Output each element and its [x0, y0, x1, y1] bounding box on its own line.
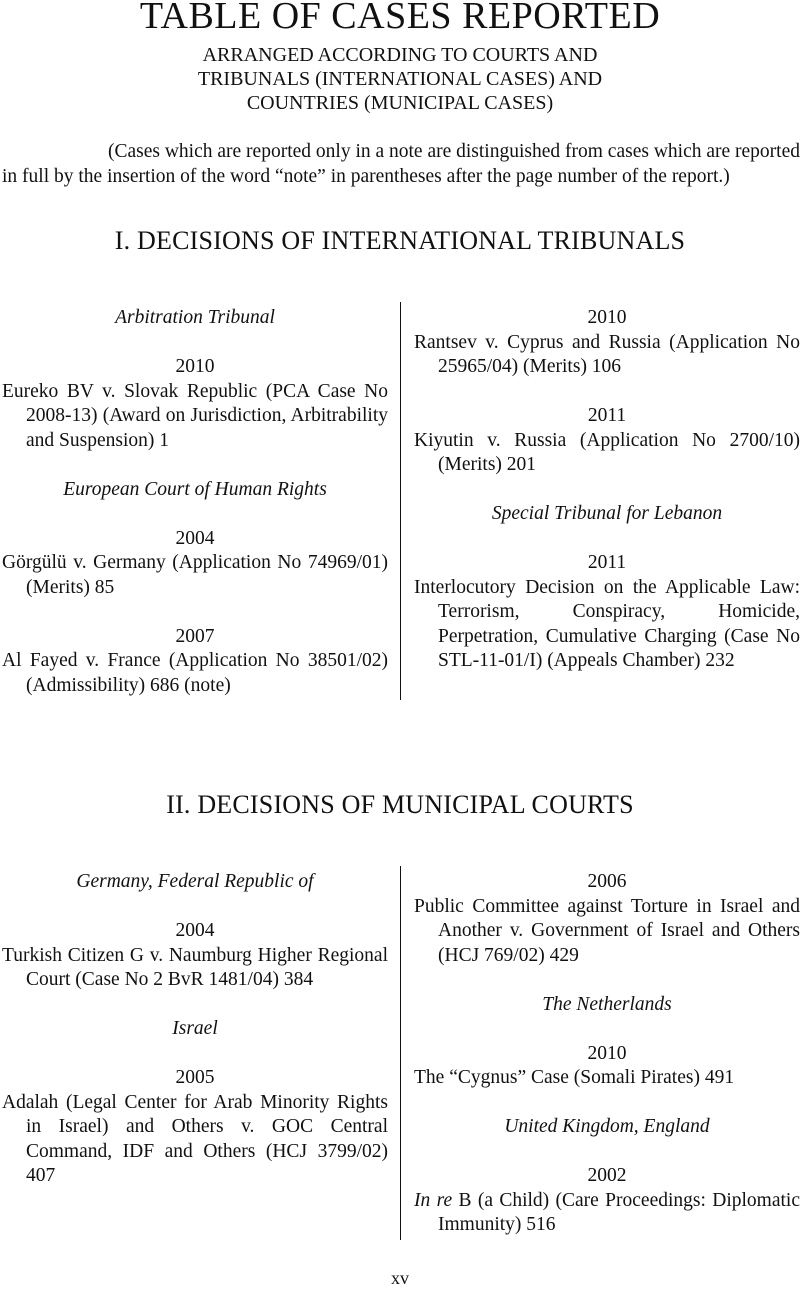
year-heading: 2007: [175, 625, 215, 647]
court-name: Israel: [172, 1018, 218, 1039]
column-divider: [400, 866, 401, 1240]
case-entry: Interlocutory Decision on the Applicable Law: Terrorism, Conspiracy, Homicide, Perpetration, Cumulative Charging (Case No STL-11-01/I) (Appeals Chamber) 232: [414, 576, 800, 671]
year-heading: 2011: [587, 405, 627, 426]
subtitle-line: ARRANGED ACCORDING TO COURTS AND: [202, 44, 598, 66]
page-title: TABLE OF CASES REPORTED: [139, 0, 661, 37]
case-entry: The “Cygnus” Case (Somali Pirates) 491: [414, 1067, 735, 1088]
court-name: The Netherlands: [542, 993, 672, 1015]
case-entry: Al Fayed v. France (Application No 38501/02) (Admissibility) 686 (note): [2, 650, 388, 696]
case-entry: Rantsev v. Cyprus and Russia (Application No 25965/04) (Merits) 106: [414, 331, 800, 377]
case-entry: Görgülü v. Germany (Application No 74969/01) (Merits) 85: [2, 552, 388, 598]
section1-right-column: [414, 306, 800, 674]
case-entry: Kiyutin v. Russia (Application No 2700/10) (Merits) 201: [414, 429, 800, 475]
explanatory-note: [2, 139, 800, 189]
section-heading-international: I. DECISIONS OF INTERNATIONAL TRIBUNALS: [114, 226, 686, 255]
year-heading: 2004: [175, 920, 215, 941]
year-heading: 2010: [587, 1042, 627, 1064]
page-number: xv: [391, 1268, 409, 1288]
note-line: in full by the insertion of the word “note” in parentheses after the page number of the report.): [2, 166, 730, 187]
case-entry: Eureko BV v. Slovak Republic (PCA Case No 2008-13) (Award on Jurisdiction, Arbitrability and Suspension) 1: [2, 380, 388, 451]
case-text: B (a Child) (Care Proceedings: Diplomatic Immunity) 516: [438, 1189, 800, 1235]
court-name: Germany, Federal Republic of: [76, 871, 314, 892]
year-heading: 2010: [587, 307, 627, 328]
year-heading: 2002: [587, 1165, 627, 1186]
section2-right-column: [414, 870, 800, 1238]
note-line: (Cases which are reported only in a note are distinguished from cases which are reported: [107, 141, 800, 162]
year-heading: 2005: [175, 1067, 215, 1088]
section-heading-municipal: II. DECISIONS OF MUNICIPAL COURTS: [166, 790, 634, 819]
year-heading: 2010: [175, 356, 215, 377]
court-name: Arbitration Tribunal: [115, 307, 275, 328]
year-heading: 2006: [587, 871, 627, 892]
court-name: Special Tribunal for Lebanon: [491, 503, 723, 524]
section1-left-column: [2, 306, 388, 698]
year-heading: 2011: [587, 552, 627, 573]
case-entry: Public Committee against Torture in Israel and Another v. Government of Israel and Others (HCJ 769/02) 429: [414, 895, 800, 966]
court-name: European Court of Human Rights: [63, 478, 327, 500]
court-name: United Kingdom, England: [504, 1116, 710, 1137]
year-heading: 2004: [175, 527, 215, 549]
case-entry: Turkish Citizen G v. Naumburg Higher Regional Court (Case No 2 BvR 1481/04) 384: [2, 944, 388, 990]
column-divider: [400, 302, 401, 700]
case-entry: Adalah (Legal Center for Arab Minority Rights in Israel) and Others v. GOC Central Command, IDF and Others (HCJ 3799/02) 407: [2, 1091, 388, 1186]
page-subtitle: [0, 43, 800, 115]
case-prefix: In re: [414, 1189, 453, 1211]
subtitle-line: COUNTRIES (MUNICIPAL CASES): [246, 92, 554, 114]
subtitle-line: TRIBUNALS (INTERNATIONAL CASES) AND: [197, 68, 603, 90]
section2-left-column: [2, 870, 388, 1189]
case-entry: [414, 1189, 800, 1238]
